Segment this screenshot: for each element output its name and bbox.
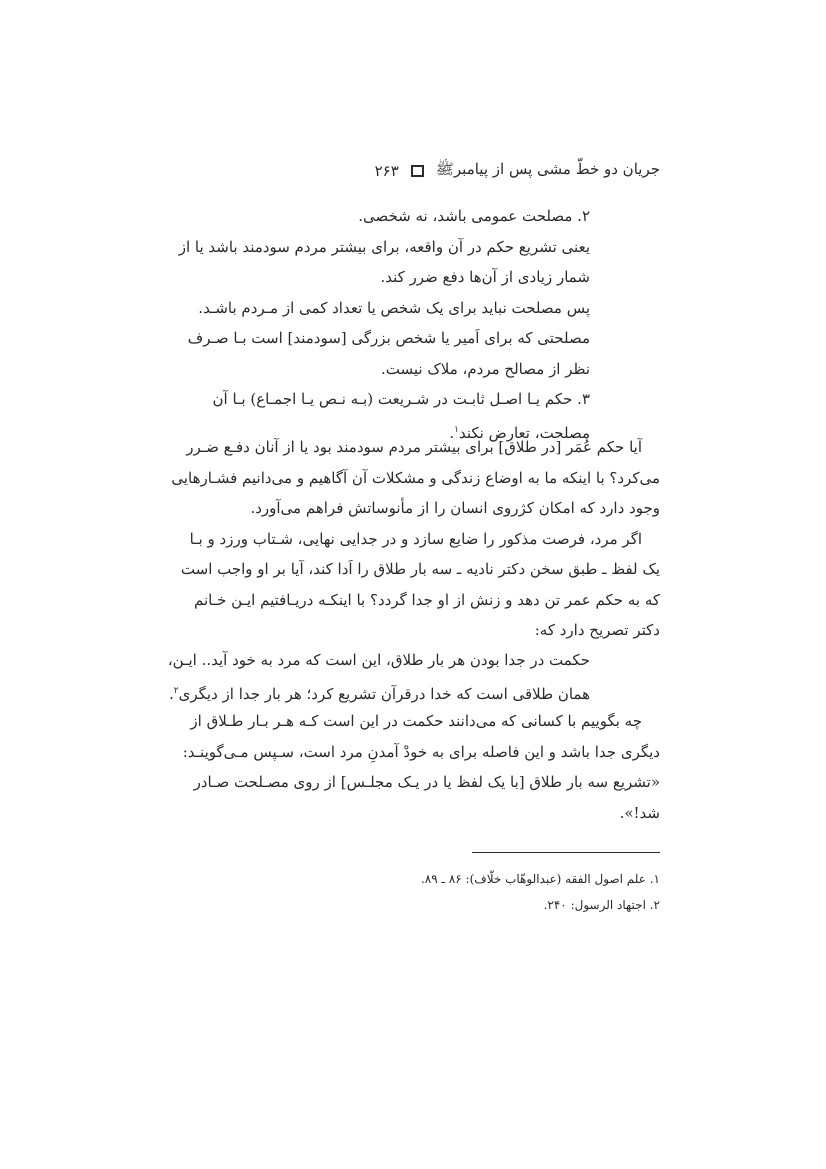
text-line: نظر از مصالح مردم، ملاک نیست. <box>381 359 590 378</box>
text-line: ۲. مصلحت عمومی باشد، نه شخصی. <box>358 207 590 225</box>
text-line: چه بگوییم با کسانی که می‌دانند حکمت در این است کـه هـر بـار طـلاق از <box>190 712 642 730</box>
text-line: اگر مرد، فرصت مذکور را ضایع سازد و در جدایی نهایی، شـتاب ورزد و بـا <box>189 529 642 548</box>
text-line: دیگری جدا باشد و این فاصله برای به خودْ آمدنِ مرد است، سـپس مـی‌گوینـد: <box>182 742 660 761</box>
quote2-last-text: همان طلاقی است که خدا درقرآن تشریع کرد؛ هر بار جدا از دیگری <box>178 684 590 703</box>
text-line: ۳. حکم یـا اصـل ثابـت در شـریعت (بـه نـص یـا اجمـاع) بـا آن <box>212 390 590 408</box>
quote1-last-text: مصلحت، تعارض نکند <box>458 423 590 442</box>
text-line: یعنی تشریع حکم در آن واقعه، برای بیشتر مردم سودمند باشد یا از <box>178 237 590 256</box>
text-line: وجود دارد که امکان کژروی انسان را از مأنوساتش فراهم می‌آورد. <box>250 499 660 517</box>
header-title: جریان دو خطّ مشی پس از پیامبرﷺ <box>435 160 660 178</box>
page-number: ۲۶۳ <box>374 162 399 180</box>
text-line: شد!». <box>619 803 660 822</box>
text-line: آیا حکم عُمَر [در طلاق] برای بیشتر مردم سودمند بود یا از آنان دفـع ضـرر <box>186 438 642 456</box>
text-line: همان طلاقی است که خدا درقرآن تشریع کرد؛ هر بار جدا از دیگری$^۲$. <box>169 684 590 703</box>
text-line: که به حکم عمر تن دهد و زنش از او جدا گردد؟ با اینکـه دریـافتیم ایـن خـانم <box>194 590 660 609</box>
footnotes <box>421 866 660 918</box>
footnote-2: ۲. اجتهاد الرسول: ۲۴۰. <box>543 898 660 912</box>
footnote-1: ۱. علم اصول الفقه (عبدالوهّاب خلّاف): ۸۶ ـ ۸۹. <box>420 872 660 886</box>
text-line: «تشریع سه بار طلاق [با یک لفظ یا در یـک مجلـس] از روی مصـلحت صـادر <box>193 773 660 791</box>
quote-block-1 <box>165 201 590 448</box>
text-line: حکمت در جدا بودن هر بار طلاق، این است که مرد به خود آید.. ایـن، <box>167 651 590 669</box>
square-icon <box>411 165 424 177</box>
footnote-ref: ۱ <box>454 424 459 435</box>
text-line: می‌کرد؟ با اینکه ما به اوضاع زندگی و مشکلات آن آگاهیم و می‌دانیم فشـارهایی <box>171 468 660 487</box>
running-header <box>165 158 660 184</box>
paragraph-3 <box>165 706 660 828</box>
quote-block-2 <box>165 645 590 709</box>
footnote-divider <box>472 852 660 853</box>
text-line: مصلحت، تعارض نکند$^۱$. <box>449 423 590 442</box>
text-line: دکتر تصریح دارد که: <box>534 621 660 639</box>
text-line: شمار زیادی از آن‌ها دفع ضرر کند. <box>380 268 590 286</box>
text-line: یک لفظ ـ طبق سخن دکتر نادیه ـ سه بار طلاق را اَدا کند، آیا بر او واجب است <box>180 560 660 578</box>
paragraph-1 <box>165 432 660 646</box>
footnote-ref: ۲ <box>173 685 179 696</box>
text-line: مصلحتی که برای اَمیر یا شخص بزرگی [سودمند] است بـا صـرف <box>187 329 590 347</box>
text-line: پس مصلحت نباید برای یک شخص یا تعداد کمی از مـردم باشـد. <box>198 298 590 317</box>
